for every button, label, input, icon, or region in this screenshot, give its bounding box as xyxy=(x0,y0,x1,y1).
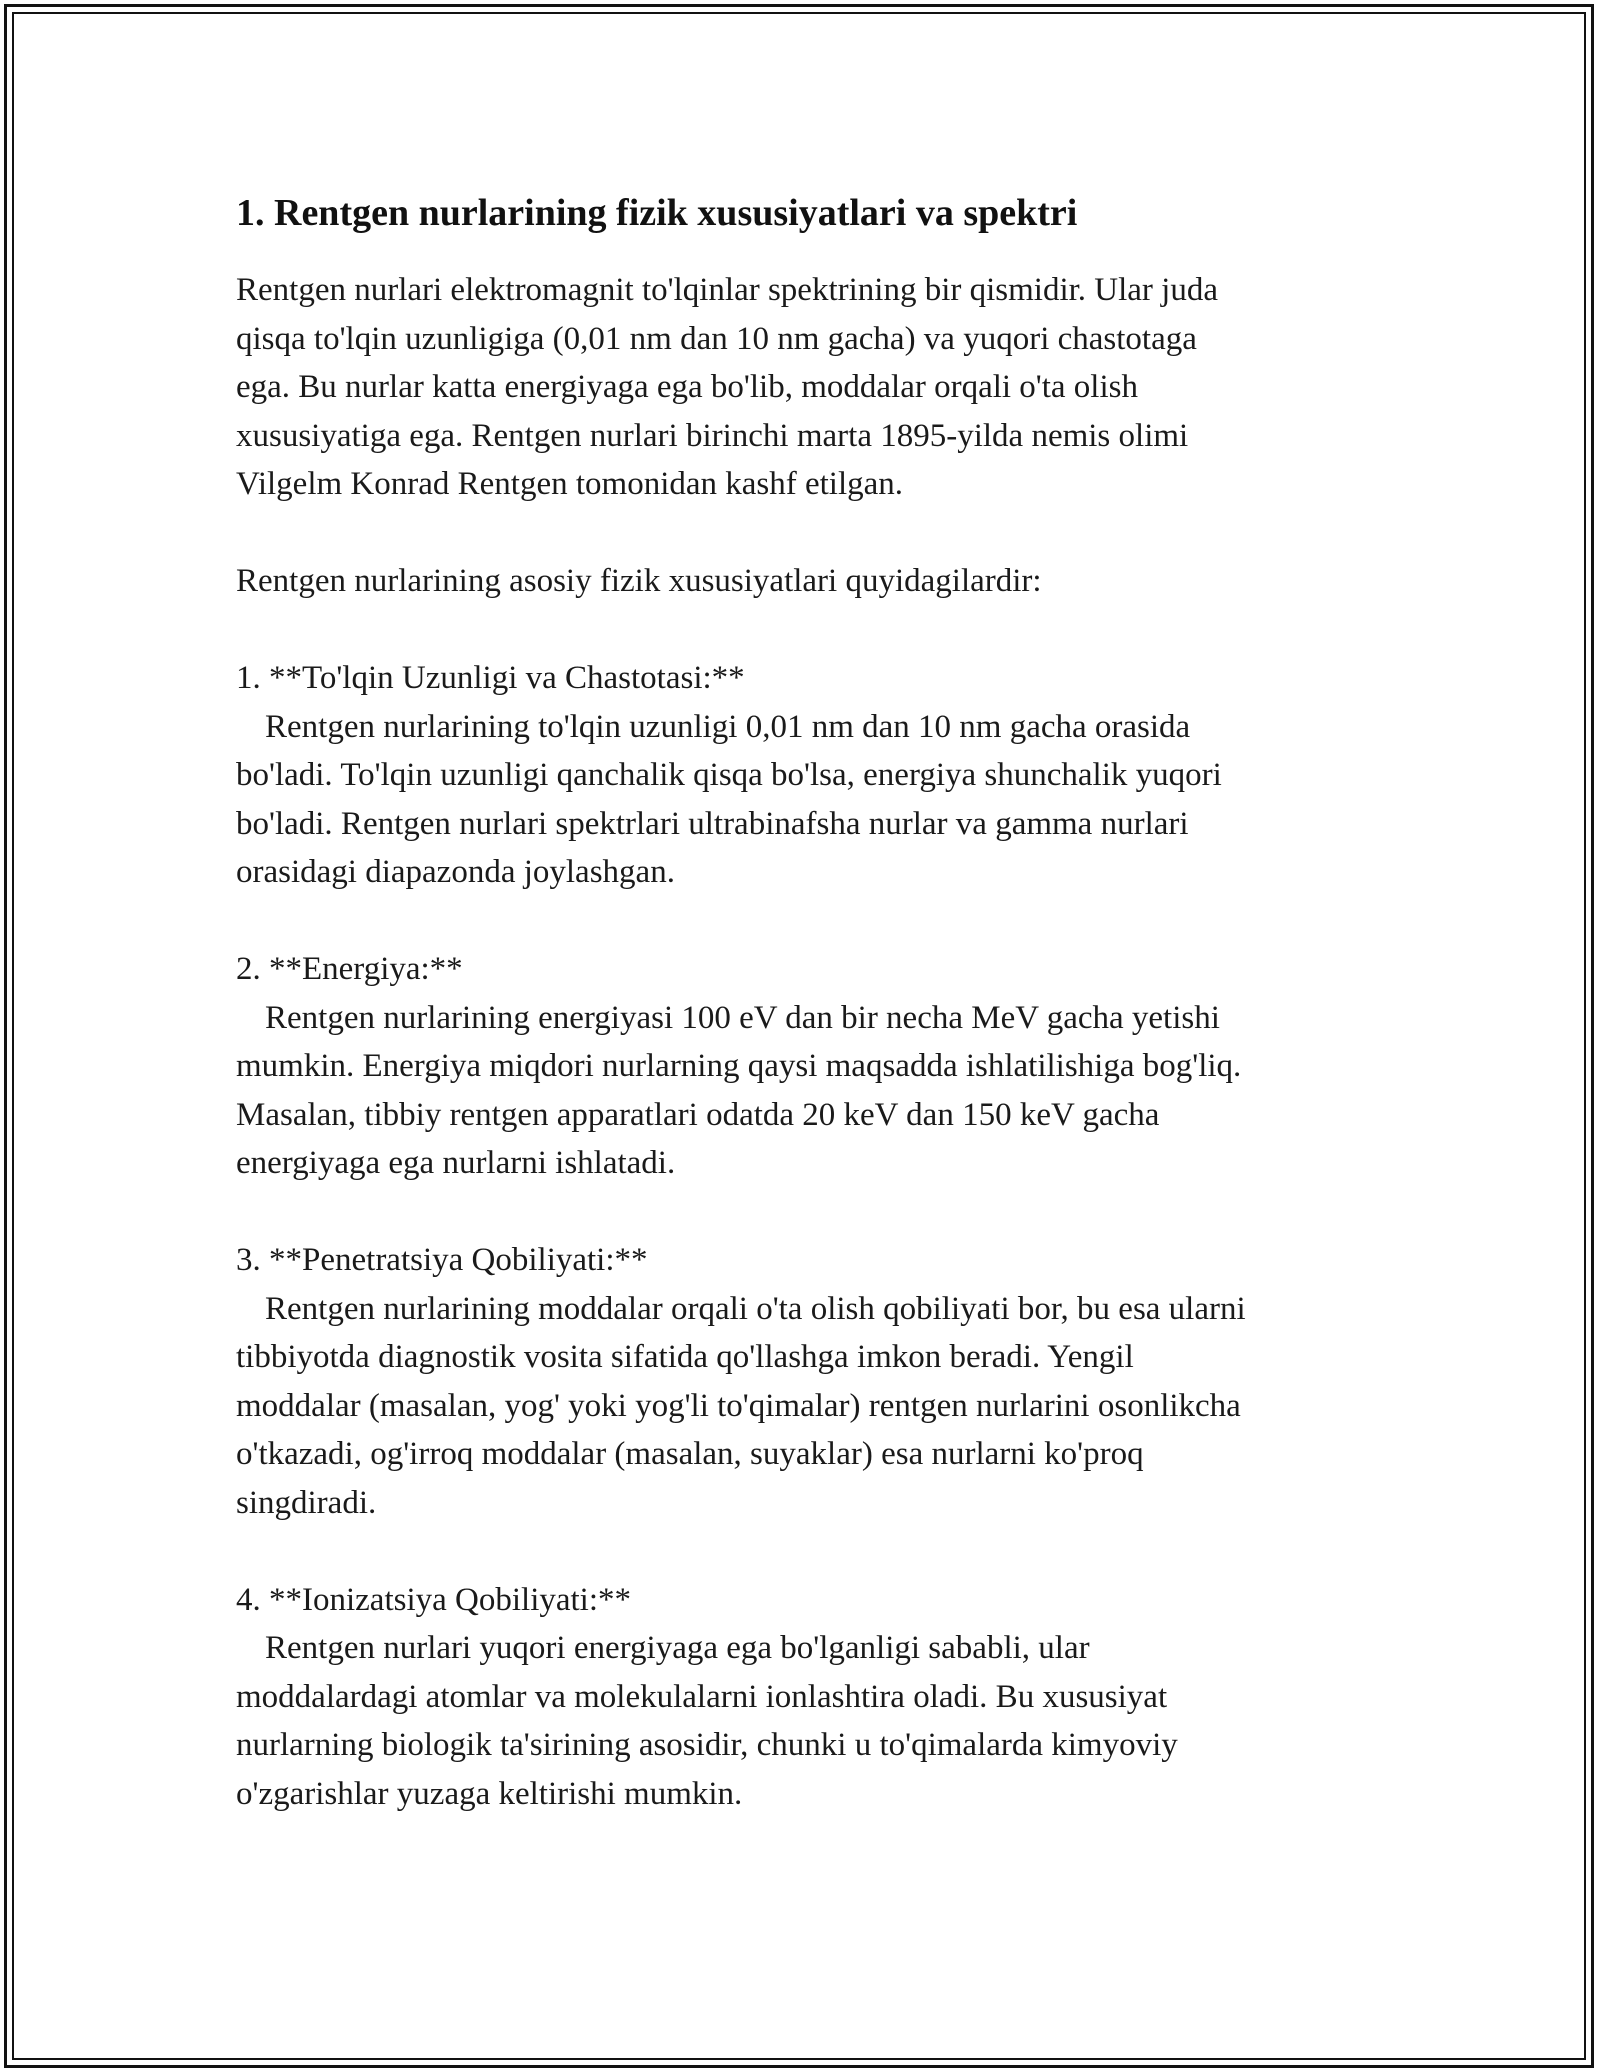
section-heading: 2. **Energiya:** xyxy=(236,951,463,987)
paragraph-gap xyxy=(236,509,1376,558)
document-title: 1. Rentgen nurlarining fizik xususiyatlari va spektri xyxy=(236,192,1078,234)
intro-line: ega. Bu nurlar katta energiyaga ega bo'lib, moddalar orqali o'ta olish xyxy=(236,369,1138,405)
section-line: bo'ladi. To'lqin uzunligi qanchalik qisqa bo'lsa, energiya shunchalik yuqori xyxy=(236,757,1222,793)
section-line: Rentgen nurlarining to'lqin uzunligi 0,01 nm dan 10 nm gacha orasida xyxy=(265,708,1191,745)
section-line: moddalardagi atomlar va molekulalarni ionlashtira oladi. Bu xususiyat xyxy=(236,1678,1168,1715)
section-3 xyxy=(236,1236,1376,1527)
section-2 xyxy=(236,945,1376,1188)
intro-line: Vilgelm Konrad Rentgen tomonidan kashf etilgan. xyxy=(236,466,904,502)
section-line: singdiradi. xyxy=(236,1484,377,1521)
section-4 xyxy=(236,1576,1376,1819)
lead-paragraph xyxy=(236,557,1376,606)
section-heading: 3. **Penetratsiya Qobiliyati:** xyxy=(236,1242,648,1278)
intro-line: xususiyatiga ega. Rentgen nurlari birinchi marta 1895-yilda nemis olimi xyxy=(236,417,1189,454)
section-heading: 4. **Ionizatsiya Qobiliyati:** xyxy=(236,1581,632,1618)
section-line: mumkin. Energiya miqdori nurlarning qaysi maqsadda ishlatilishiga bog'liq. xyxy=(236,1048,1242,1084)
section-line: Rentgen nurlari yuqori energiyaga ega bo'lganligi sababli, ular xyxy=(265,1630,1090,1666)
paragraph-gap xyxy=(236,897,1376,946)
intro-paragraph xyxy=(236,266,1376,509)
section-line: o'tkazadi, og'irroq moddalar (masalan, suyaklar) esa nurlarni ko'proq xyxy=(236,1436,1144,1472)
section-line: moddalar (masalan, yog' yoki yog'li to'qimalar) rentgen nurlarini osonlikcha xyxy=(236,1387,1241,1424)
document-body xyxy=(236,186,1376,1818)
section-line: energiyaga ega nurlarni ishlatadi. xyxy=(236,1145,676,1181)
section-line: orasidagi diapazonda joylashgan. xyxy=(236,854,675,890)
section-line: Masalan, tibbiy rentgen apparatlari odatda 20 keV dan 150 keV gacha xyxy=(236,1096,1160,1133)
intro-line: Rentgen nurlari elektromagnit to'lqinlar spektrining bir qismidir. Ular juda xyxy=(236,272,1218,308)
section-heading: 1. **To'lqin Uzunligi va Chastotasi:** xyxy=(236,660,745,696)
section-line: Rentgen nurlarining energiyasi 100 eV dan bir necha MeV gacha yetishi xyxy=(265,999,1220,1036)
paragraph-gap xyxy=(236,606,1376,655)
section-line: o'zgarishlar yuzaga keltirishi mumkin. xyxy=(236,1775,743,1812)
section-line: Rentgen nurlarining moddalar orqali o'ta olish qobiliyati bor, bu esa ularni xyxy=(265,1290,1246,1327)
section-line: bo'ladi. Rentgen nurlari spektrlari ultrabinafsha nurlar va gamma nurlari xyxy=(236,805,1189,842)
paragraph-gap xyxy=(236,1527,1376,1576)
section-line: tibbiyotda diagnostik vosita sifatida qo'llashga imkon beradi. Yengil xyxy=(236,1339,1134,1375)
section-1 xyxy=(236,654,1376,897)
intro-line: qisqa to'lqin uzunligiga (0,01 nm dan 10 nm gacha) va yuqori chastotaga xyxy=(236,320,1197,357)
paragraph-gap xyxy=(236,1188,1376,1237)
section-line: nurlarning biologik ta'sirining asosidir, chunki u to'qimalarda kimyoviy xyxy=(236,1727,1178,1763)
lead-line: Rentgen nurlarining asosiy fizik xususiyatlari quyidagilardir: xyxy=(236,563,1042,599)
